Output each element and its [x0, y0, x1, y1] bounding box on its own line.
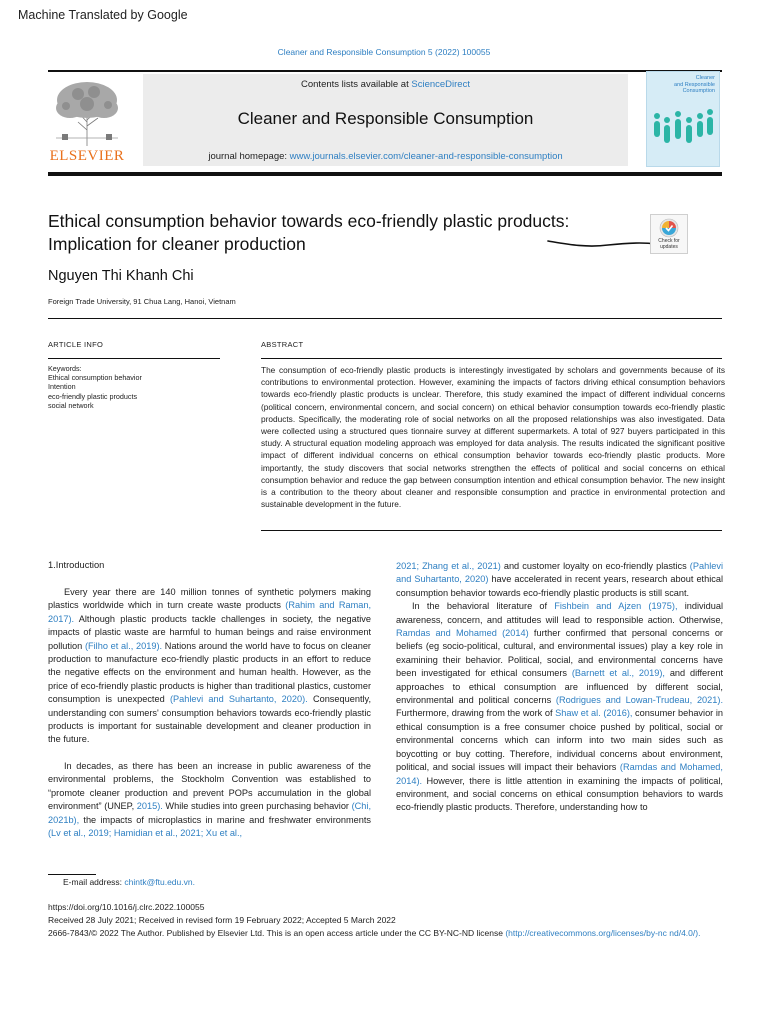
author-email-footnote [63, 877, 195, 887]
license-prefix: 2666-7843/© 2022 The Author. Published by Elsevier Ltd. This is an open access article under the CC BY-NC-ND license [48, 928, 506, 938]
intro-paragraph [396, 600, 723, 815]
keyword-item: social network [48, 400, 94, 410]
paragraph-text: However, there is little attention in examining the impacts of political, environment, and social concerns on ethical consumption behaviors to wards eco-friendly plastic products. Therefore, understanding how to [396, 775, 723, 813]
author-name: Nguyen Thi Khanh Chi [48, 268, 194, 284]
cover-title-line: Consumption [682, 88, 715, 94]
citation-link[interactable]: 2015). [136, 801, 163, 812]
paragraph-text: In the behavioral literature of [412, 601, 555, 612]
abstract-text: The consumption of eco-friendly plastic products is interestingly investigated by scholars and governments because of its contributions to environmental protection. However, examining the impacts of factors driving ethical consumption behaviors towards eco-friendly plastic products is unclear. Therefore, this study examined the impact of different individual concerns (political concern, environmental concern, and social concern) on ethical behavior consumption towards eco-friendly plastic products. Specifically, the moderating role of social networks on all the proposed relationships was also investigated. Data were collected using a structured ques tionnaire survey at different supermarkets. A total of 927 buyers participated in this study. A structural equation modeling approach was employed for data analysis. The results indicated the significant positive impact of different individual concerns on ethical consumption behavior towards eco-friendly plastic products. More importantly, the study discovers that social networks strengthen the effects of political and social concerns on ethical consumption behavior and reduce the gap between consumption intention and ethical consumption behavior. The new insight is a contribution to the theory about cleaner and responsible consumption and practice in environmental protection and sustainable development in the future. [261, 365, 725, 510]
footnote-rule [48, 874, 96, 875]
elsevier-tree-logo-icon [48, 78, 126, 148]
intro-paragraph [48, 760, 371, 840]
citation-link[interactable]: Fishbein and Ajzen (1975), [554, 601, 678, 612]
author-affiliation: Foreign Trade University, 91 Chua Lang, Hanoi, Vietnam [48, 297, 236, 306]
keyword-item: eco-friendly plastic products [48, 391, 138, 401]
crossmark-icon [659, 218, 679, 238]
check-for-updates-badge[interactable] [650, 214, 688, 254]
citation-link[interactable]: (Pahlevi and Suhartanto, 2020) [396, 561, 723, 585]
header-top-rule [48, 70, 722, 72]
paragraph-text: and different approaches to ethical consumption are influenced by different social, environmental and political concerns [396, 668, 724, 706]
crossmark-label-line: Check for [658, 238, 680, 244]
doi-link[interactable]: https://doi.org/10.1016/j.clrc.2022.100055 [48, 902, 205, 912]
homepage-prefix: journal homepage: [208, 151, 290, 162]
pen-annotation-stroke [546, 236, 658, 250]
paragraph-text: In decades, as there has been an increase in public awareness of the environmental problems, the Stockholm Convention was established to “promote cleaner production and prevent POPs accumulation in the global environment” (UNEP, [48, 760, 371, 812]
citation-link[interactable]: Ramdas and Mohamed (2014) [396, 628, 529, 639]
citation-link[interactable]: (Chi, 2021b), [48, 801, 371, 825]
cover-title [674, 75, 715, 95]
abstract-rule [261, 358, 722, 359]
citation-link[interactable]: (Lv et al., 2019; Hamidian et al., 2021; Xu et al., [48, 827, 243, 838]
machine-translation-label: Machine Translated by Google [18, 8, 188, 22]
article-info-heading: ARTICLE INFO [48, 340, 104, 349]
paragraph-text: Nations around the world have to focus on cleaner production to manufacture eco-friendly plastic products in an effort to reduce the negative effects on the environment and human health. However, as the price of eco-friendly plastic products is higher than traditional plastics, customer consumption is unexpected [48, 640, 371, 705]
homepage-line [143, 151, 628, 162]
paragraph-text: Furthermore, drawing from the work of [396, 708, 556, 719]
paragraph-text: While studies into green purchasing behavior [162, 801, 352, 812]
contents-prefix: Contents lists available at [301, 79, 412, 90]
paragraph-text: individual awareness, concern, and attitudes will lead to responsible action. Otherwise, [396, 601, 724, 625]
title-block-rule [48, 318, 722, 319]
cover-people-figures-icon [651, 108, 715, 152]
crossmark-label [651, 239, 687, 250]
body-right-column [396, 560, 723, 815]
paragraph-text: Consequently, understanding con sumers' consumption behaviors towards eco-friendly plastic products is important for sustainable development and cleaner production in the future. [48, 694, 372, 745]
citation-link[interactable]: (Filho et al., 2019). [84, 640, 163, 651]
elsevier-wordmark: ELSEVIER [49, 148, 125, 164]
citation-link[interactable]: (Pahlevi and Suhartanto, 2020). [169, 694, 308, 705]
article-title-line-2: Implication for cleaner production [48, 234, 306, 254]
citation-link[interactable]: (Barnett et al., 2019), [571, 668, 665, 679]
cover-title-line: Cleaner [695, 75, 715, 81]
journal-title: Cleaner and Responsible Consumption [237, 109, 534, 128]
received-dates: Received 28 July 2021; Received in revised form 19 February 2022; Accepted 5 March 2022 [48, 915, 396, 925]
header-bottom-rule [48, 172, 722, 176]
citation-link[interactable]: (Rahim and Raman, 2017). [48, 600, 372, 624]
intro-paragraph [396, 560, 723, 600]
citation-link[interactable]: (Rodrigues and Lowan-Trudeau, 2021). [555, 695, 723, 706]
paragraph-text: Every year there are 140 million tonnes of synthetic polymers making plastics worldwide which in turn create waste products [48, 587, 371, 611]
paragraph-text: and customer loyalty on eco-friendly plastics [500, 561, 690, 571]
keywords-block [48, 364, 142, 410]
keyword-item: Intention [48, 382, 76, 392]
paragraph-text: the impacts of microplastics in marine and freshwater environments [79, 814, 371, 825]
paragraph-text: further confirmed that personal concerns or beliefs (eg socio-political, cultural, and environmental issues) play a key role in examining their behavior. Political, social, and environmental concerns have been investigated for ethical consumers [396, 628, 723, 679]
journal-homepage-link[interactable]: www.journals.elsevier.com/cleaner-and-responsible-consumption [289, 151, 563, 162]
article-title-line-1: Ethical consumption behavior towards eco-friendly plastic products: [48, 211, 570, 231]
keywords-label: Keywords: [48, 364, 82, 373]
body-left-column [48, 586, 371, 840]
paragraph-text: have accelerated in recent years, research about ethical consumption behavior towards eco-friendly plastic products is still scant. [396, 574, 724, 598]
citation-link[interactable]: Shaw et al. (2016), [555, 708, 633, 719]
license-statement [48, 927, 718, 940]
citation-link[interactable]: 2021; Zhang et al., 2021) [396, 561, 501, 571]
article-info-rule [48, 358, 220, 359]
sciencedirect-link[interactable]: ScienceDirect [411, 79, 470, 90]
abstract-bottom-rule [261, 530, 722, 531]
paragraph-text: Although plastic products tackle challenges in society, the negative impacts of plastic waste are harmful to human beings and raise environment pollution [48, 613, 371, 651]
intro-paragraph [48, 586, 371, 747]
email-label: E-mail address: [63, 877, 125, 887]
keyword-item: Ethical consumption behavior [48, 373, 142, 383]
paragraph-text: consumer behavior in ethical consumption is a free consumer choice pushed by political, social or environmental concerns which can inform into two main sides such as boycotting or buy cotting. Therefore, individual concerns about environment, political, and social issues will impact their behaviors [396, 708, 723, 773]
journal-citation[interactable]: Cleaner and Responsible Consumption 5 (2022) 100055 [277, 47, 491, 57]
license-link[interactable]: (http://creativecommons.org/licenses/by-nc nd/4.0/). [505, 928, 701, 938]
article-title [48, 210, 608, 256]
crossmark-label-line: updates [660, 243, 678, 250]
citation-link[interactable]: (Ramdas and Mohamed, 2014). [396, 762, 723, 786]
author-email-link[interactable]: chintk@ftu.edu.vn. [124, 877, 195, 887]
journal-cover-thumbnail [646, 71, 720, 167]
abstract-heading: ABSTRACT [261, 340, 304, 349]
contents-line [143, 79, 628, 90]
introduction-heading: 1.Introduction [48, 560, 105, 570]
cover-title-line: and Responsible [674, 81, 715, 88]
